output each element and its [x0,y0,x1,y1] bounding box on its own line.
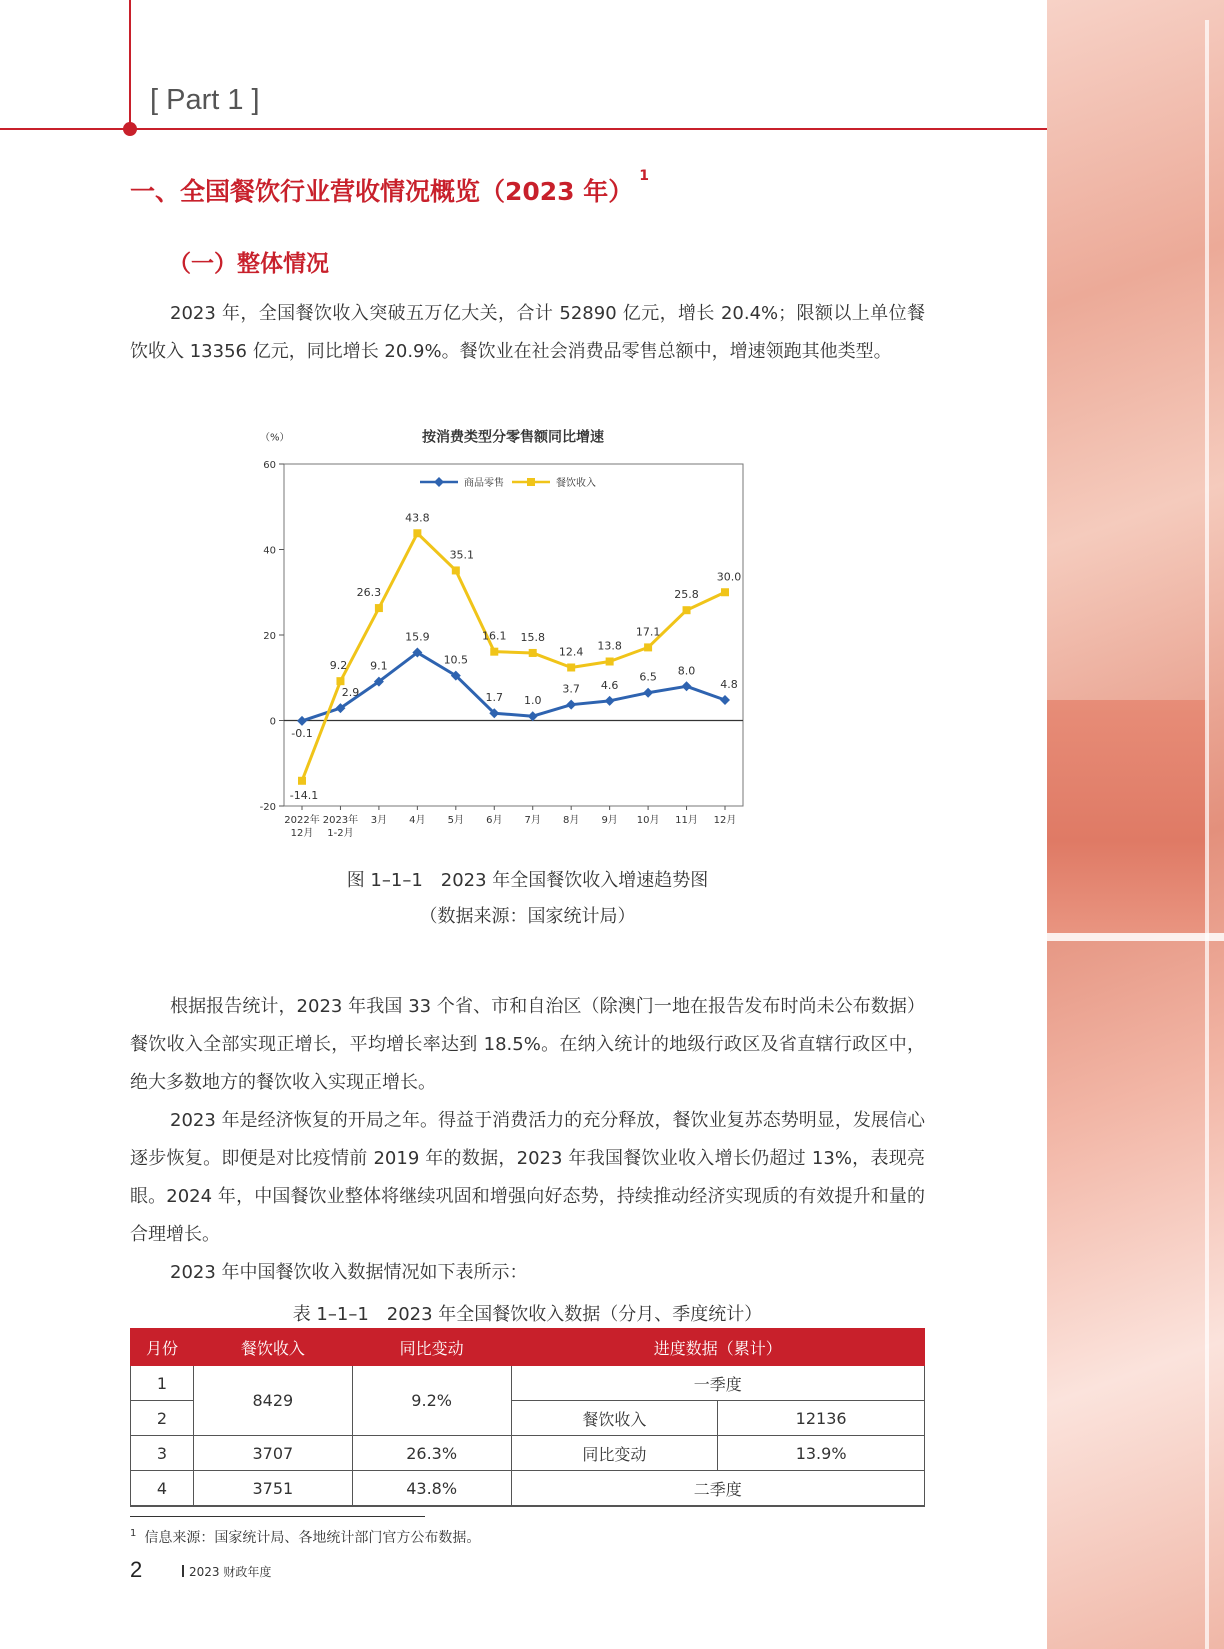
data-point [644,643,652,651]
data-label: 16.1 [482,629,507,643]
section-title [130,168,650,208]
data-point [297,716,307,726]
data-label: 30.0 [716,570,742,584]
data-point [528,711,538,721]
data-label: 12.4 [558,645,584,659]
data-point [643,688,653,698]
footer-text: 2023 财政年度 [189,1565,272,1579]
cell-month: 3 [131,1436,194,1471]
y-tick-label: 0 [269,716,276,728]
header-month: 月份 [131,1329,194,1366]
table-row [131,1471,925,1507]
side-photo-band [1047,700,1207,935]
data-point [336,677,344,685]
legend-marker [527,478,535,486]
cell-revenue: 8429 [193,1366,352,1436]
data-label: -14.1 [289,788,319,802]
paragraph-table-intro: 2023 年中国餐饮收入数据情况如下表所示： [170,1262,528,1283]
cell-month: 1 [131,1366,194,1401]
x-tick-label: 1-2月 [327,828,354,839]
legend-label: 餐饮收入 [556,478,596,489]
cell-month: 4 [131,1471,194,1507]
data-label: 4.8 [720,677,738,691]
y-tick-label: 40 [263,545,276,557]
data-point [721,588,729,596]
data-point [567,663,575,671]
paragraph-overview: 2023 年，全国餐饮收入突破五万亿大关，合计 52890 亿元，增长 20.4%；限额以上单位餐饮收入 13356 亿元，同比增长 20.9%。餐饮业在社会消费品零售总额中，增速领跑其他类型。 [130,303,925,362]
data-point [605,696,615,706]
y-tick-label: 60 [263,460,276,471]
data-label: 4.6 [600,678,619,692]
header-revenue: 餐饮收入 [193,1329,352,1366]
cell-revenue: 3751 [193,1471,352,1507]
x-tick-label: 11月 [675,815,698,826]
x-tick-label: 6月 [486,815,503,826]
x-tick-label: 2023年 [322,815,359,826]
data-label: 1.0 [523,694,542,708]
chart-y-unit: （%） [260,432,290,444]
chart-container [260,428,800,888]
data-point [413,529,421,537]
x-tick-label: 8月 [562,815,580,826]
data-label: 1.7 [485,691,504,705]
x-tick-label: 10月 [636,815,660,826]
data-label: 26.3 [356,586,382,600]
data-point [606,658,614,666]
plot-frame [284,464,743,806]
paragraph-recovery: 2023 年是经济恢复的开局之年。得益于消费活力的充分释放，餐饮业复苏态势明显，发展信心逐步恢复。即便是对比疫情前 2019 年的数据，2023 年我国餐饮业收入增长仍超过 13%，表现亮眼。2024 年，中国餐饮业整体将继续巩固和增强向好态势，持续推动经济实现质的有效提升和量的合理增长。 [130,1110,925,1245]
legend-marker [434,477,444,487]
header-vertical-rule [129,0,131,128]
x-tick-label: 9月 [601,815,618,826]
chart-title: 按消费类型分零售额同比增速 [422,429,604,446]
y-tick-label: -20 [260,802,276,813]
data-label: -0.1 [291,726,313,740]
data-label: 6.5 [639,670,657,684]
data-label: 8.0 [677,664,696,678]
cell-month: 2 [131,1401,194,1436]
table-caption: 表 1–1–1 2023 年全国餐饮收入数据（分月、季度统计） [292,1304,763,1325]
data-point [298,777,306,785]
side-photo-divider [1047,933,1224,941]
x-tick-label: 2022年 [284,815,320,826]
side-photo-edge [1205,20,1209,1649]
section-subtitle: （一）整体情况 [168,251,329,277]
footnote-text: 信息来源：国家统计局、各地统计部门官方公布数据。 [144,1530,481,1546]
x-tick-label: 4月 [409,815,426,826]
data-label: 43.8 [405,511,430,525]
x-tick-label: 7月 [524,815,541,826]
page-number: 2 [130,1557,143,1582]
x-tick-label: 3月 [370,815,388,826]
data-label: 15.9 [405,630,430,644]
data-label: 25.8 [674,588,699,602]
cell-progress-label: 餐饮收入 [511,1401,718,1436]
figure-source: （数据来源：国家统计局） [419,906,636,927]
x-tick-label: 12月 [713,815,737,826]
data-point [682,681,692,691]
cell-quarter: 一季度 [511,1366,924,1401]
data-label: 15.8 [520,630,545,644]
data-point [490,648,498,656]
data-point [375,604,383,612]
data-point [683,606,691,614]
header-horizontal-rule [0,128,1047,130]
data-label: 35.1 [449,548,475,562]
section-title-text: 一、全国餐饮行业营收情况概览（2023 年） [130,177,634,206]
y-tick-label: 20 [263,631,276,642]
x-tick-label: 5月 [447,815,465,826]
footnote-mark: 1 [130,1528,137,1540]
part-label: [ Part 1 ] [150,84,260,116]
cell-quarter: 二季度 [511,1471,924,1507]
cell-progress-value: 12136 [718,1401,925,1436]
data-label: 9.2 [329,659,348,673]
figure-caption: 图 1–1–1 2023 年全国餐饮收入增速趋势图 [346,870,709,891]
data-label: 10.5 [443,653,469,667]
series-line-餐饮收入 [302,533,725,781]
footnote [130,1527,480,1547]
data-label: 9.1 [370,659,388,673]
data-label: 2.9 [341,686,360,700]
table-row [131,1436,925,1471]
growth-line-chart [260,428,800,888]
cell-revenue: 3707 [193,1436,352,1471]
footnote-rule [130,1516,425,1517]
series-line-商品零售 [302,653,725,721]
cell-yoy: 26.3% [352,1436,511,1471]
data-point [452,566,460,574]
data-label: 3.7 [562,682,580,696]
section-title-footnote-mark: 1 [639,168,650,184]
data-point [529,649,537,657]
legend-label: 商品零售 [464,478,504,489]
table-row [131,1366,925,1401]
paragraph-provinces: 根据报告统计，2023 年我国 33 个省、市和自治区（除澳门一地在报告发布时尚未公布数据）餐饮收入全部实现正增长，平均增长率达到 18.5%。在纳入统计的地级行政区及省直辖行政区中，绝大多数地方的餐饮收入实现正增长。 [130,996,925,1093]
data-label: 17.1 [635,625,661,639]
header-yoy: 同比变动 [352,1329,511,1366]
footer-separator [182,1565,184,1577]
data-point [720,695,730,705]
cell-yoy: 43.8% [352,1471,511,1507]
cell-progress-value: 13.9% [718,1436,925,1471]
header-rule-dot [123,122,137,136]
cell-progress-label: 同比变动 [511,1436,718,1471]
data-label: 13.8 [597,639,622,653]
x-tick-label: 12月 [290,828,314,839]
revenue-table [130,1328,925,1507]
header-progress: 进度数据（累计） [511,1329,924,1366]
data-point [566,700,576,710]
cell-yoy: 9.2% [352,1366,511,1436]
table-header-row [131,1329,925,1366]
